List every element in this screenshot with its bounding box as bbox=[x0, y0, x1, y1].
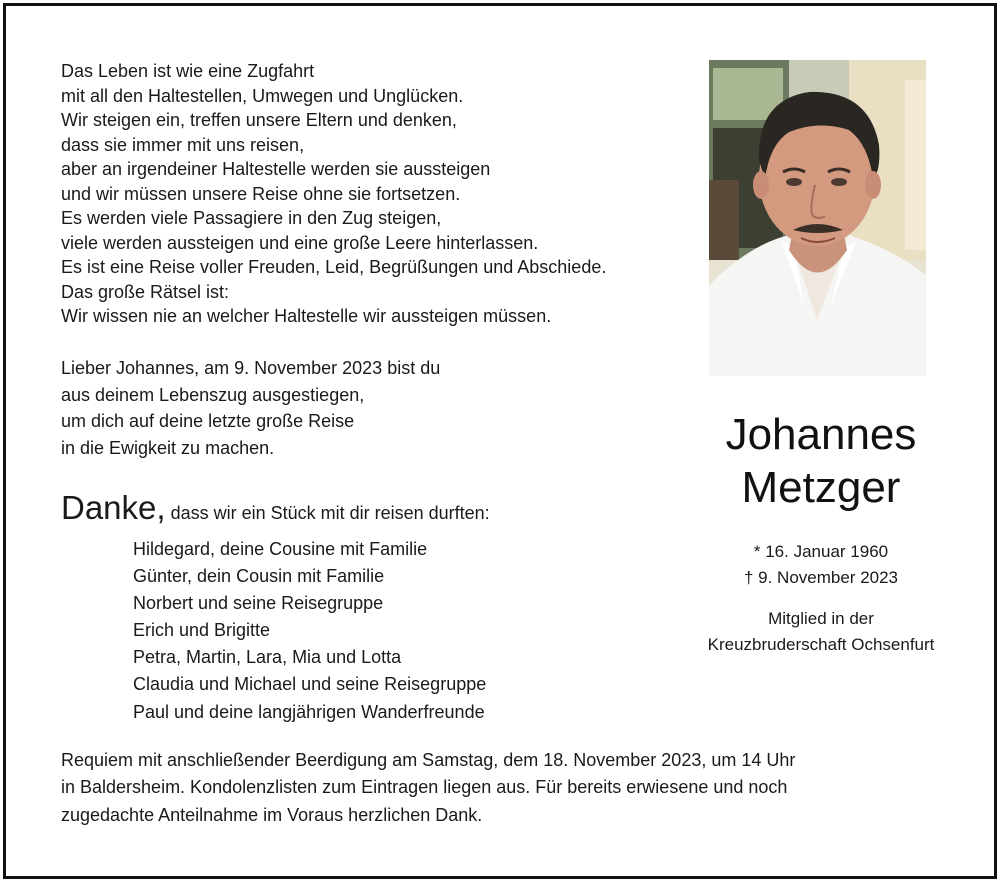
deceased-last-name: Metzger bbox=[741, 463, 901, 512]
poem-line: Wir wissen nie an welcher Haltestelle wir aussteigen müssen. bbox=[61, 306, 552, 326]
obituary-frame bbox=[3, 3, 997, 879]
thanks-heading-row bbox=[61, 488, 681, 528]
portrait-photo bbox=[709, 60, 926, 376]
poem-line: und wir müssen unsere Reise ohne sie fortsetzen. bbox=[61, 183, 461, 204]
poem-line: Das Leben ist wie eine Zugfahrt bbox=[61, 61, 315, 81]
thanks-heading: Danke, bbox=[61, 489, 166, 526]
life-dates bbox=[666, 539, 976, 591]
requiem-line: zugedachte Anteilnahme im Voraus herzlichen Dank. bbox=[61, 804, 483, 825]
thanks-list-item: Claudia und Michael und seine Reisegruppe bbox=[133, 674, 487, 695]
membership-line: Kreuzbruderschaft Ochsenfurt bbox=[707, 635, 935, 654]
membership-line: Mitglied in der bbox=[768, 609, 874, 628]
requiem-line: Requiem mit anschließender Beerdigung am Samstag, dem 18. November 2023, um 14 Uhr bbox=[61, 750, 796, 770]
deceased-first-name: Johannes bbox=[725, 410, 917, 459]
tribute-line: um dich auf deine letzte große Reise bbox=[61, 411, 355, 432]
poem-line: Wir steigen ein, treffen unsere Eltern und denken, bbox=[61, 110, 457, 130]
tribute-line: Lieber Johannes, am 9. November 2023 bist du bbox=[61, 358, 441, 378]
poem-line: mit all den Haltestellen, Umwegen und Unglücken. bbox=[61, 85, 464, 106]
poem bbox=[61, 59, 701, 329]
thanks-list-item: Petra, Martin, Lara, Mia und Lotta bbox=[133, 647, 402, 668]
poem-line: Es werden viele Passagiere in den Zug steigen, bbox=[61, 208, 442, 228]
tribute-line: aus deinem Lebenszug ausgestiegen, bbox=[61, 384, 365, 405]
deceased-name bbox=[666, 408, 976, 514]
tribute-text bbox=[61, 355, 621, 462]
membership bbox=[666, 606, 976, 658]
requiem-line: in Baldersheim. Kondolenzlisten zum Eintragen liegen aus. Für bereits erwiesene und noch bbox=[61, 777, 788, 798]
poem-line: Es ist eine Reise voller Freuden, Leid, Begrüßungen und Abschiede. bbox=[61, 257, 607, 277]
thanks-list bbox=[133, 536, 653, 726]
thanks-list-item: Paul und deine langjährigen Wanderfreunde bbox=[133, 701, 485, 722]
poem-line: viele werden aussteigen und eine große Leere hinterlassen. bbox=[61, 232, 539, 253]
thanks-list-item: Günter, dein Cousin mit Familie bbox=[133, 566, 385, 587]
death-date: † 9. November 2023 bbox=[743, 568, 899, 587]
tribute-line: in die Ewigkeit zu machen. bbox=[61, 438, 275, 459]
birth-date: * 16. Januar 1960 bbox=[753, 542, 889, 561]
requiem-notice bbox=[61, 747, 961, 829]
poem-line: dass sie immer mit uns reisen, bbox=[61, 134, 305, 155]
thanks-list-item: Erich und Brigitte bbox=[133, 620, 271, 641]
poem-line: Das große Rätsel ist: bbox=[61, 281, 230, 302]
thanks-list-item: Hildegard, deine Cousine mit Familie bbox=[133, 539, 428, 559]
poem-line: aber an irgendeiner Haltestelle werden sie aussteigen bbox=[61, 159, 491, 179]
thanks-subheading: dass wir ein Stück mit dir reisen durften: bbox=[165, 503, 490, 523]
thanks-list-item: Norbert und seine Reisegruppe bbox=[133, 593, 384, 614]
